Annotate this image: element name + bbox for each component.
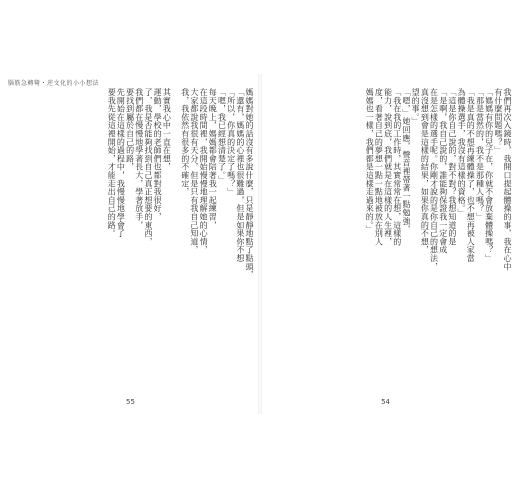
text-column: 「那是當然的，我不是那種人嗎？」 xyxy=(475,88,485,221)
page-number-right: 54 xyxy=(381,398,390,406)
text-column: 為體操選手，我沒有這樣的資格。」 xyxy=(457,88,467,217)
text-column: 在這段時間裡，我開始慢慢地理解她的心情， xyxy=(199,88,209,254)
text-column: 先開始在這樣的過程中，我慢慢地學會了 xyxy=(116,88,126,238)
text-column: 「還有，媽媽的心裡也很難過，但是如果你不想 xyxy=(235,88,245,263)
page-number-left: 55 xyxy=(126,398,135,406)
text-column: 「我是真的不想再練體操了，也不想再被人家當 xyxy=(466,88,476,263)
text-column: 我，我依然有很多的不確定， xyxy=(180,88,190,196)
book-spread xyxy=(6,74,514,414)
right-page xyxy=(262,74,514,414)
text-column: 要找到屬於自己的路， xyxy=(125,88,135,171)
text-column: 「我在我的工作時，其實常常在想，這樣的 xyxy=(392,88,402,246)
text-column: 我們再次入鏡時，我開口提起體操的事，我在心中 xyxy=(503,88,512,271)
text-column: 「這是你自己說的，對不對？我想知道的是 xyxy=(447,88,457,246)
text-column: 我們都在慢慢地學著長大，學著放手， xyxy=(134,88,144,230)
running-head: 腦筋急轉彎・逆文化的小小想法 xyxy=(8,80,100,87)
text-column: 「嗯，我已經想清楚了。」 xyxy=(217,88,227,184)
text-column: 其實我心中一直在想， xyxy=(162,88,172,171)
text-column: 能力，說到底，我們就是在這樣的人生裡， xyxy=(383,88,393,246)
text-column: 有什麼問題嗎？」 xyxy=(493,88,503,155)
text-column: 要我先從這裡開始，才能走出自己的路。 xyxy=(107,88,117,238)
text-column: 運動，學校的老師們也都對我很好， xyxy=(153,88,163,221)
text-column: 真沒想到會是這樣的結果，如果你真的不想， xyxy=(420,88,430,254)
text-column: 「媽媽有你的兒子在，你就不會放棄體操嗎？」 xyxy=(484,88,494,263)
text-column: 在是怎樣的選手呢。你剛才說的是你自己的想法， xyxy=(429,88,439,271)
left-page xyxy=(6,74,258,414)
text-column: 望的事。」 xyxy=(411,88,421,126)
text-column: 媽媽對她的話沒有多說什麼，只是靜靜地點了點頭， xyxy=(245,88,254,279)
text-column: 媽媽也一樣，我們都是這樣走過來的。」 xyxy=(365,88,375,234)
text-column: 了，我是否能夠找到自己真正想要的東西， xyxy=(143,88,153,246)
right-page-text xyxy=(266,88,512,388)
text-column: 「是啊，我自己說的，誰能夠保證我一定會成 xyxy=(438,88,448,254)
text-column: 度，看著自己的夢想一點一點地被放在別人 xyxy=(374,88,384,246)
text-column: 「所以，你真的決定了嗎？」 xyxy=(226,88,236,196)
text-column: 大家都說我很有天分，但是只有我自己知道， xyxy=(189,88,199,254)
left-page-text xyxy=(8,88,254,388)
text-column: 「嗯，」她回應，聲音裡帶著一點勉強， xyxy=(401,88,411,234)
text-column: 每天晚上，媽媽都會陪著我一起練習， xyxy=(208,88,218,230)
